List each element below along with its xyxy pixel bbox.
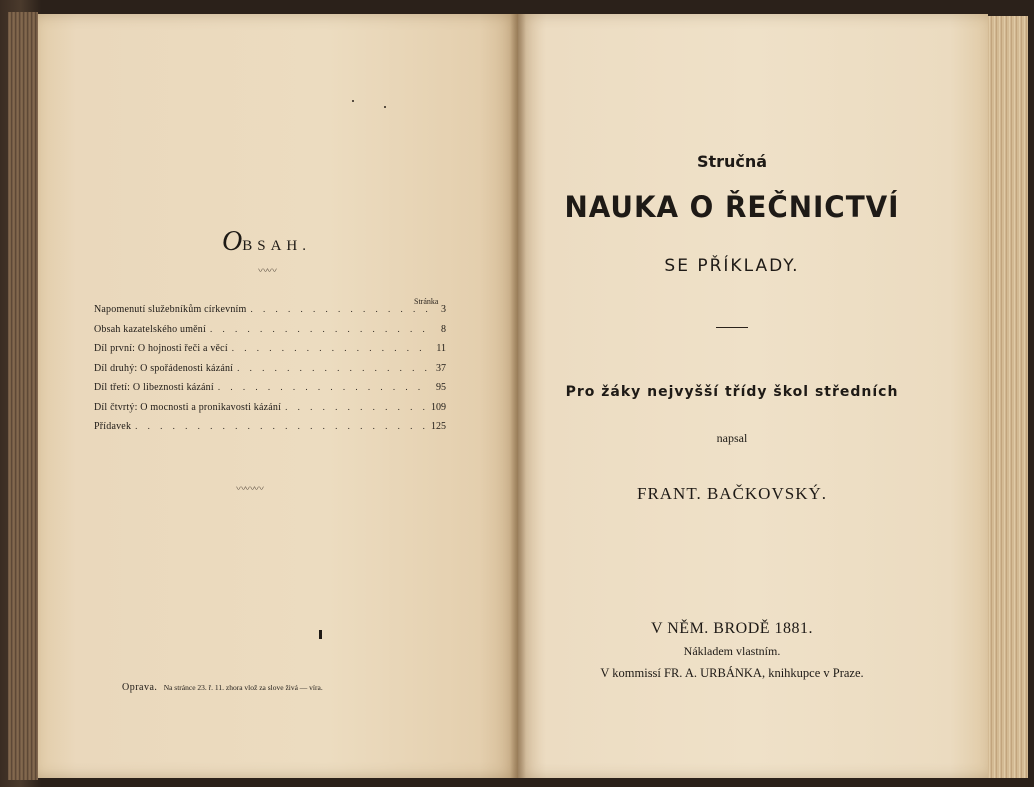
title-divider	[716, 327, 748, 328]
book-title-line2: SE PŘÍKLADY.	[664, 256, 800, 276]
errata-text: Na stránce 23. ř. 11. zhora vlož za slove živá — víra.	[163, 683, 323, 692]
toc-list	[94, 304, 446, 441]
author-name: FRANT. BAČKOVSKÝ.	[636, 484, 827, 503]
toc-heading	[222, 226, 311, 258]
toc-heading-rest: BSAH.	[242, 238, 311, 254]
commission-line: V kommissí FR. A. URBÁNKA, knihkupce v Praze.	[600, 666, 864, 680]
toc-entry: Napomenutí služebníkům církevním . . . 3	[94, 304, 446, 324]
ink-mark	[319, 630, 322, 639]
errata-note	[122, 682, 323, 693]
right-page-edges	[988, 16, 1028, 778]
ink-speck	[352, 100, 354, 102]
ornament-squiggle: 〰〰	[258, 266, 276, 277]
ink-speck	[384, 106, 386, 108]
toc-entry: Díl první: O hojnosti řeči a věcí . . . 11	[94, 343, 446, 363]
toc-entry: Díl čtvrtý: O mocnosti a pronikavosti kázání . . . 109	[94, 402, 446, 422]
toc-entry: Přídavek . . . 125	[94, 421, 446, 441]
book-title: NAUKA O ŘEČNICTVÍ	[564, 190, 900, 224]
toc-entry: Obsah kazatelského umění . . . 8	[94, 324, 446, 344]
audience-line: Pro žáky nejvyšší třídy škol středních	[565, 384, 899, 400]
toc-heading-initial: O	[222, 226, 243, 257]
place-year: V NĚM. BRODĚ 1881.	[650, 620, 814, 637]
toc-entry: Díl druhý: O spořádenosti kázání . . . 37	[94, 363, 446, 383]
left-page-edges	[8, 12, 38, 780]
toc-page-column-label: Stránka	[414, 297, 439, 306]
ornament-squiggle: 〰〰〰	[236, 484, 263, 495]
toc-entry: Díl třetí: O libeznosti kázání . . . 95	[94, 382, 446, 402]
by-label: napsal	[716, 431, 748, 445]
publisher-note: Nákladem vlastním.	[683, 644, 781, 658]
errata-heading: Oprava.	[122, 682, 158, 693]
book-subtitle: Stručná	[696, 152, 768, 171]
